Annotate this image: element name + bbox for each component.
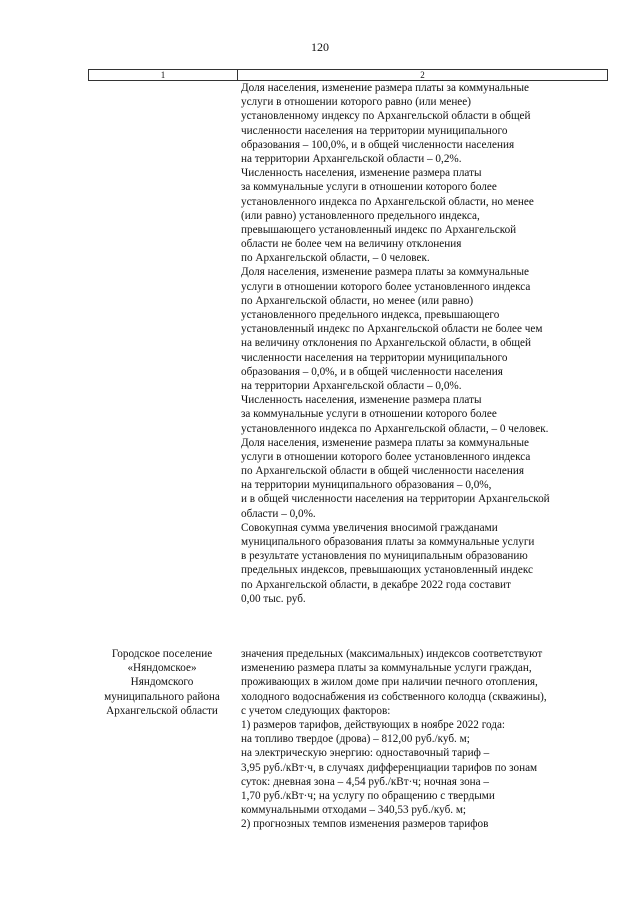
text-line: (или равно) установленного предельного индекса, [241,209,480,222]
text-line: по Архангельской области, – 0 человек. [241,252,430,265]
text-line: образования – 100,0%, и в общей численности населения [241,138,515,151]
text-line: Доля населения, изменение размера платы за коммунальные [241,436,529,449]
text-line: на территории муниципального образования – 0,0%, [241,479,492,492]
text-line: 3,95 руб./кВт·ч, в случаях дифференциации тарифов по зонам [241,761,538,774]
text-line: Совокупная сумма увеличения вносимой гражданами [241,521,498,534]
text-line: установленного предельного индекса, превышающего [241,309,500,321]
municipality-line: «Няндомское» [127,662,197,675]
text-line: численности населения на территории муниципального [241,351,508,364]
table-header-row [88,69,608,81]
text-line: предельных индексов, превышающих установленный индекс [241,564,533,577]
text-line: установленного индекса по Архангельской области, – 0 человек. [241,422,549,435]
text-line: по Архангельской области, в декабре 2022 года составит [241,578,511,591]
text-line: холодного водоснабжения из собственного колодца (скважины), [241,690,547,703]
municipality-line: муниципального района [104,690,220,703]
text-line: услуги в отношении которого более установленного индекса [241,450,531,463]
text-line: области не более чем на величину отклонения [241,238,462,251]
text-line: на топливо твердое (дрова) – 812,00 руб./куб. м; [241,733,470,746]
text-line: 1) размеров тарифов, действующих в ноябре 2022 года: [241,718,506,731]
text-line: установленного индекса по Архангельской области, но менее [241,195,534,208]
text-line: на территории Архангельской области – 0,2%. [241,152,462,165]
text-line: за коммунальные услуги в отношении которого более [241,181,497,194]
text-line: по Архангельской области в общей численности населения [241,465,524,478]
text-line: Доля населения, изменение размера платы за коммунальные [241,266,529,279]
text-line: значения предельных (максимальных) индексов соответствуют [241,648,543,660]
text-line: по Архангельской области, но менее (или равно) [241,294,474,307]
text-line: Доля населения, изменение размера платы за коммунальные [241,82,529,94]
text-line: на величину отклонения по Архангельской области, в общей [241,337,531,350]
page-number: 120 [311,40,329,54]
text-line: коммунальными отходами – 340,53 руб./куб. м; [241,804,467,817]
text-line: Численность населения, изменение размера платы [241,167,482,180]
column-number-1: 1 [89,70,238,80]
text-line: 2) прогнозных темпов изменения размеров тарифов [241,818,489,831]
text-line: на территории Архангельской области – 0,0%. [241,379,462,392]
indicator-text-block [241,81,611,606]
text-line: услуги в отношении которого более установленного индекса [241,280,531,293]
text-line: численности населения на территории муниципального [241,124,508,137]
text-line: Численность населения, изменение размера платы [241,394,482,407]
text-line: проживающих в жилом доме при наличии печного отопления, [241,676,538,689]
text-line: в результате установления по муниципальным образованию [241,550,528,563]
text-line: превышающего установленный индекс по Архангельской [241,223,517,236]
municipality-line: Городское поселение [111,648,213,660]
text-line: на электрическую энергию: одноставочный тариф – [241,747,490,760]
text-line: установленный индекс по Архангельской области не более чем [241,323,543,336]
text-line: образования – 0,0%, и в общей численности населения [241,365,503,378]
factors-text-block [241,647,611,831]
municipality-line: Архангельской области [106,704,218,717]
municipality-name [88,647,236,718]
text-line: услуги в отношении которого равно (или менее) [241,96,471,109]
text-line: 1,70 руб./кВт·ч; на услугу по обращению с твердыми [241,789,495,802]
text-line: и в общей численности населения на территории Архангельской [241,493,550,506]
text-line: суток: дневная зона – 4,54 руб./кВт·ч; ночная зона – [241,775,490,788]
text-line: муниципального образования платы за коммунальные услуги [241,536,535,548]
text-line: 0,00 тыс. руб. [241,592,306,605]
municipality-line: Няндомского [130,676,194,689]
text-line: области – 0,0%. [241,507,316,520]
text-line: за коммунальные услуги в отношении которого более [241,408,497,421]
column-number-2: 2 [420,70,425,80]
text-line: установленному индексу по Архангельской области в общей [241,110,531,123]
text-line: с учетом следующих факторов: [241,704,391,717]
text-line: изменению размера платы за коммунальные услуги граждан, [241,662,532,675]
